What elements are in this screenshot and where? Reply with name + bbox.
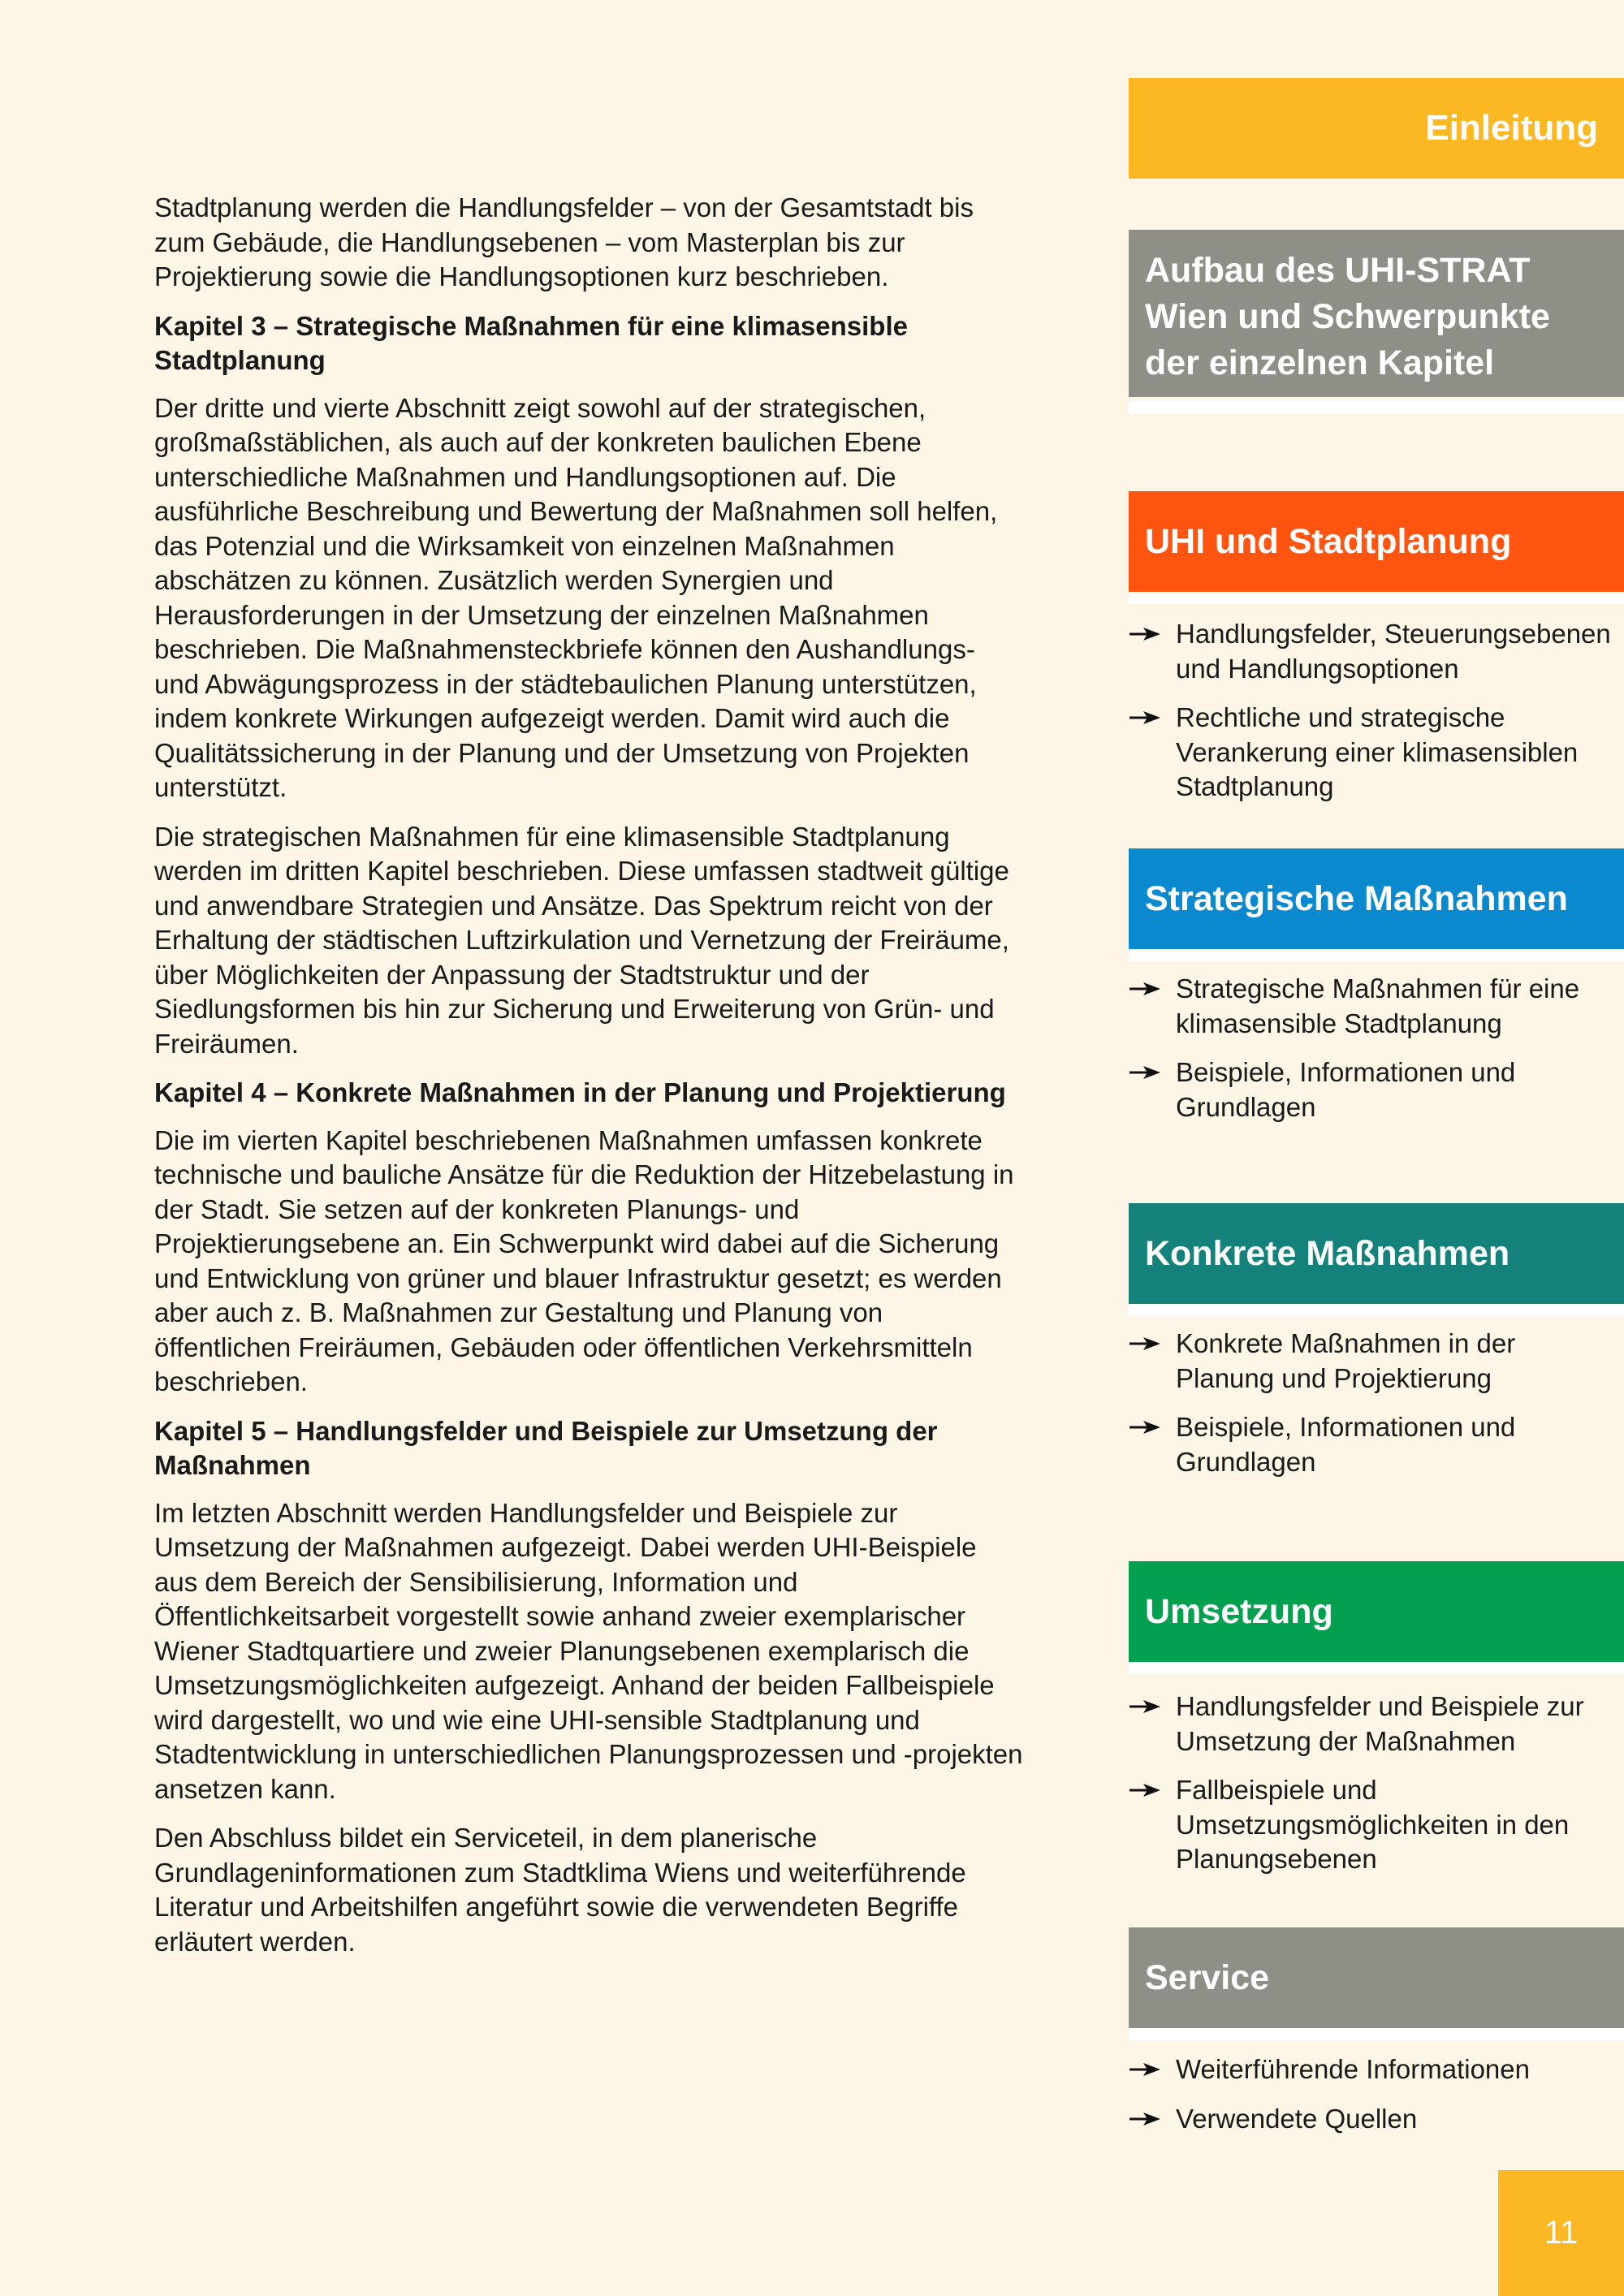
list-item bbox=[1129, 1773, 1616, 1877]
konkret-topic-list bbox=[1129, 1327, 1616, 1494]
kapitel4-paragraph-1: Die im vierten Kapitel beschriebenen Maßnahmen umfassen konkrete technische und bauliche Ansätze für die Reduktion der Hitzebelastung in der Stadt. Sie setzen auf der konkreten Planungs- und Projektierungsebene an. Ein Schwerpunkt wird dabei auf die Sicherung und Entwicklung von grüner und blauer Infrastruktur gesetzt; es werden aber auch z. B. Maßnahmen zur Gestaltung und Planung von öffentlichen Freiräumen, Gebäuden oder öffentlichen Verkehrsmitteln beschrieben. bbox=[154, 1124, 1014, 1396]
list-item-label: Handlungsfelder, Steuerungsebenen und Handlungsoptionen bbox=[1176, 619, 1611, 684]
arrow-right-icon bbox=[1129, 626, 1161, 642]
list-item bbox=[1129, 617, 1616, 686]
list-item-label: Beispiele, Informationen und Grundlagen bbox=[1176, 1057, 1516, 1122]
section-tab-strategische-massnahmen[interactable]: Strategische Maßnahmen bbox=[1129, 848, 1624, 949]
kapitel5-heading: Kapitel 5 – Handlungsfelder und Beispiele zur Umsetzung der Maßnahmen bbox=[154, 1415, 938, 1480]
kapitel5-paragraph-2: Den Abschluss bildet ein Serviceteil, in dem planerische Grundlageninformationen zum Stadtklima Wiens und weiterführende Literatur und Arbeitshilfen angeführt sowie die verwendeten Begriffe erläutert werden. bbox=[154, 1823, 966, 1957]
section-tab-umsetzung[interactable]: Umsetzung bbox=[1129, 1561, 1624, 1662]
divider-strip bbox=[1129, 949, 1624, 961]
list-item-label: Strategische Maßnahmen für eine klimasensible Stadtplanung bbox=[1176, 973, 1580, 1038]
list-item-label: Rechtliche und strategische Verankerung einer klimasensiblen Stadtplanung bbox=[1176, 702, 1579, 801]
strategisch-topic-list bbox=[1129, 972, 1616, 1139]
arrow-right-icon bbox=[1129, 2111, 1161, 2127]
list-item bbox=[1129, 1055, 1616, 1124]
uhi-topic-list bbox=[1129, 617, 1616, 819]
list-item-label: Handlungsfelder und Beispiele zur Umsetzung der Maßnahmen bbox=[1176, 1691, 1584, 1756]
arrow-right-icon bbox=[1129, 1336, 1161, 1352]
divider-strip bbox=[1129, 592, 1624, 604]
list-item bbox=[1129, 1410, 1616, 1479]
kapitel5-paragraph-1: Im letzten Abschnitt werden Handlungsfelder und Beispiele zur Umsetzung der Maßnahmen aufgezeigt. Dabei werden UHI-Beispiele aus dem Bereich der Sensibilisierung, Information und Öffentlichkeitsarbeit vorgestellt sowie anhand zweier exemplarischer Wiener Stadtquartiere und zweier Planungsebenen exemplarisch die Umsetzungsmöglichkeiten aufgezeigt. Anhand der beiden Fallbeispiele wird dargestellt, wo und wie eine UHI-sensible Stadtplanung und Stadtentwicklung in unterschiedlichen Planungsprozessen und -projekten ansetzen kann. bbox=[154, 1497, 1023, 1804]
main-text-column bbox=[154, 191, 1023, 1974]
list-item-label: Fallbeispiele und Umsetzungsmöglichkeiten in den Planungsebenen bbox=[1176, 1775, 1570, 1874]
kapitel4-heading: Kapitel 4 – Konkrete Maßnahmen in der Planung und Projektierung bbox=[154, 1077, 1006, 1107]
page-number: 11 bbox=[1498, 2170, 1624, 2296]
umsetzung-topic-list bbox=[1129, 1690, 1616, 1892]
divider-strip bbox=[1129, 401, 1624, 413]
list-item bbox=[1129, 1690, 1616, 1759]
kapitel3-paragraph-2: Die strategischen Maßnahmen für eine klimasensible Stadtplanung werden im dritten Kapitel beschrieben. Diese umfassen stadtweit gültige und anwendbare Strategien und Ansätze. Das Spektrum reicht von der Erhaltung der städtischen Luftzirkulation und Vernetzung der Freiräume, über Möglichkeiten der Anpassung der Stadtstruktur und der Siedlungsformen bis hin zur Sicherung und Erweiterung von Grün- und Freiräumen. bbox=[154, 821, 1009, 1059]
arrow-right-icon bbox=[1129, 981, 1161, 997]
section-tab-service[interactable]: Service bbox=[1129, 1927, 1624, 2028]
intro-paragraph: Stadtplanung werden die Handlungsfelder – von der Gesamtstadt bis zum Gebäude, die Handlungsebenen – vom Masterplan bis zur Projektierung sowie die Handlungsoptionen kurz beschrieben. bbox=[154, 192, 974, 291]
section-tab-konkrete-massnahmen[interactable]: Konkrete Maßnahmen bbox=[1129, 1203, 1624, 1304]
arrow-right-icon bbox=[1129, 2061, 1161, 2078]
service-topic-list bbox=[1129, 2052, 1616, 2151]
arrow-right-icon bbox=[1129, 1419, 1161, 1435]
divider-strip bbox=[1129, 1662, 1624, 1674]
list-item bbox=[1129, 701, 1616, 805]
arrow-right-icon bbox=[1129, 710, 1161, 726]
list-item bbox=[1129, 2052, 1616, 2087]
arrow-right-icon bbox=[1129, 1698, 1161, 1715]
list-item-label: Beispiele, Informationen und Grundlagen bbox=[1176, 1412, 1516, 1477]
kapitel3-paragraph-1: Der dritte und vierte Abschnitt zeigt sowohl auf der strategischen, großmaßstäblichen, als auch auf der konkreten baulichen Ebene unterschiedliche Maßnahmen und Handlungsoptionen auf. Die ausführliche Beschreibung und Bewertung der Maßnahmen soll helfen, das Potenzial und die Wirksamkeit von einzelnen Maßnahmen abschätzen zu können. Zusätzlich werden Synergien und Herausforderungen in der Umsetzung der einzelnen Maßnahmen beschrieben. Die Maßnahmensteckbriefe können den Aushandlungs- und Abwägungsprozess in der städtebaulichen Planung unterstützen, indem konkrete Wirkungen aufgezeigt werden. Damit wird auch die Qualitätssicherung in der Planung und der Umsetzung von Projekten unterstützt. bbox=[154, 392, 998, 802]
arrow-right-icon bbox=[1129, 1782, 1161, 1798]
divider-strip bbox=[1129, 2028, 1624, 2040]
list-item-label: Konkrete Maßnahmen in der Planung und Projektierung bbox=[1176, 1328, 1516, 1393]
list-item-label: Verwendete Quellen bbox=[1176, 2103, 1418, 2134]
section-box-aufbau: Aufbau des UHI-STRAT Wien und Schwerpunkte der einzelnen Kapitel bbox=[1129, 230, 1624, 397]
kapitel3-heading: Kapitel 3 – Strategische Maßnahmen für eine klimasensible Stadtplanung bbox=[154, 310, 908, 375]
section-tab-einleitung[interactable]: Einleitung bbox=[1129, 78, 1624, 179]
section-tab-uhi-stadtplanung[interactable]: UHI und Stadtplanung bbox=[1129, 491, 1624, 592]
list-item bbox=[1129, 1327, 1616, 1396]
arrow-right-icon bbox=[1129, 1064, 1161, 1081]
list-item-label: Weiterführende Informationen bbox=[1176, 2054, 1530, 2084]
list-item bbox=[1129, 2102, 1616, 2137]
list-item bbox=[1129, 972, 1616, 1041]
divider-strip bbox=[1129, 1304, 1624, 1316]
